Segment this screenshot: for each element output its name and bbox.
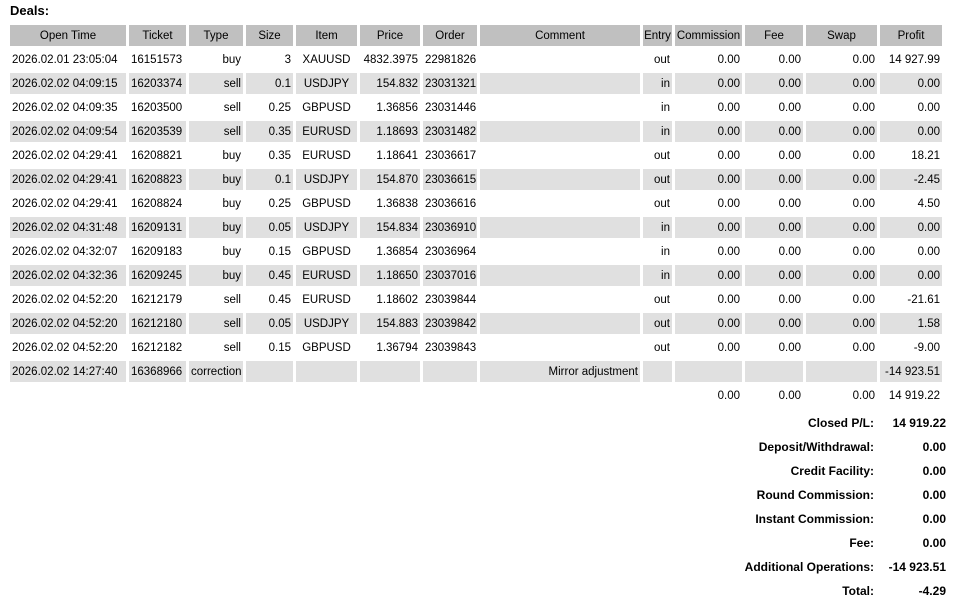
deal-row-cell-commission: 0.00 — [675, 73, 742, 94]
deal-row-cell-item: USDJPY — [296, 73, 357, 94]
deal-row-cell-order: 22981826 — [425, 53, 477, 66]
deal-row-cell-order: 23037016 — [423, 265, 477, 286]
deal-row-cell-entry: out — [654, 293, 670, 306]
deal-row-cell-order: 23039843 — [425, 341, 477, 354]
deal-row-cell-comment: Mirror adjustment — [480, 361, 640, 382]
deal-row-cell-swap: 0.00 — [852, 101, 875, 114]
deal-row-cell-price: 154.832 — [360, 73, 420, 94]
deal-row-cell-fee: 0.00 — [778, 53, 801, 66]
column-header-comment: Comment — [480, 25, 640, 46]
deal-row-cell-swap: 0.00 — [852, 293, 875, 306]
deal-row-cell-commission: 0.00 — [675, 265, 742, 286]
totals-row-cell-swap: 0.00 — [852, 389, 875, 402]
deal-row-cell-fee: 0.00 — [778, 197, 801, 210]
deal-row-cell-ticket: 16368966 — [129, 361, 186, 382]
deal-row-cell-item: XAUUSD — [302, 53, 351, 66]
deals-table-body — [10, 49, 942, 406]
deal-row-cell-profit: -14 923.51 — [880, 361, 942, 382]
deal-row-cell-commission: 0.00 — [675, 121, 742, 142]
deal-row-cell-item: EURUSD — [302, 149, 351, 162]
deal-row-cell-item: USDJPY — [296, 313, 357, 334]
deal-row-cell-fee: 0.00 — [745, 121, 803, 142]
deal-row — [10, 337, 942, 358]
deal-row-cell-swap: 0.00 — [806, 73, 877, 94]
deal-row-cell-comment — [480, 73, 640, 94]
deal-row-cell-comment — [480, 217, 640, 238]
deal-row-cell-profit: 0.00 — [917, 245, 940, 258]
deal-row-cell-size: 0.25 — [268, 197, 291, 210]
deal-row-cell-swap: 0.00 — [852, 53, 875, 66]
deal-row-cell-ticket: 16209245 — [129, 265, 186, 286]
deal-row-cell-comment — [480, 121, 640, 142]
deal-row-cell-price: 154.834 — [360, 217, 420, 238]
deal-row-cell-comment — [480, 145, 640, 166]
deal-row-cell-order: 23031482 — [423, 121, 477, 142]
summary-label: Total: — [842, 584, 874, 598]
deal-row-cell-order: 23036615 — [423, 169, 477, 190]
deal-row — [10, 313, 942, 334]
column-header-fee: Fee — [745, 25, 803, 46]
summary-row — [10, 579, 948, 603]
deal-row-cell-item: GBPUSD — [302, 101, 351, 114]
column-header-order: Order — [423, 25, 477, 46]
column-header-type: Type — [189, 25, 243, 46]
deal-row-cell-ticket: 16203500 — [131, 101, 183, 114]
deal-row-cell-entry — [643, 361, 672, 382]
deal-row-cell-swap — [806, 361, 877, 382]
deal-row-cell-type: buy — [189, 265, 243, 286]
deal-row-cell-open_time: 2026.02.02 04:09:54 — [10, 121, 126, 142]
deal-row — [10, 265, 942, 286]
summary-label: Closed P/L: — [807, 416, 874, 430]
deal-row-cell-commission: 0.00 — [717, 149, 740, 162]
deal-row-cell-open_time: 2026.02.02 04:29:41 — [12, 149, 118, 162]
deal-row-cell-entry: in — [661, 101, 670, 114]
deal-row-cell-open_time: 2026.02.02 04:52:20 — [12, 341, 118, 354]
deal-row-cell-type: sell — [223, 341, 241, 354]
deal-row-cell-swap: 0.00 — [852, 149, 875, 162]
deal-row-cell-item: EURUSD — [302, 293, 351, 306]
deal-row-cell-entry: out — [654, 341, 670, 354]
deal-row-cell-commission: 0.00 — [717, 245, 740, 258]
deal-row-cell-item — [296, 361, 357, 382]
deal-row-cell-profit: 0.00 — [880, 217, 942, 238]
deal-row-cell-comment — [480, 193, 640, 214]
deal-row-cell-ticket: 16208824 — [131, 197, 183, 210]
column-header-item: Item — [296, 25, 357, 46]
deal-row-cell-type: buy — [189, 169, 243, 190]
deal-row-cell-price: 1.18650 — [360, 265, 420, 286]
deal-row-cell-open_time: 2026.02.01 23:05:04 — [12, 53, 118, 66]
page-title: Deals: — [10, 3, 50, 18]
column-header-open_time: Open Time — [10, 25, 126, 46]
deal-row-cell-price: 1.18641 — [376, 149, 418, 162]
deal-row-cell-entry: out — [654, 53, 670, 66]
deal-row — [10, 169, 942, 190]
deal-row-cell-entry: in — [643, 121, 672, 142]
column-header-swap: Swap — [806, 25, 877, 46]
summary-label: Fee: — [849, 536, 874, 550]
deal-row-cell-entry: out — [643, 169, 672, 190]
deal-row-cell-size: 0.45 — [268, 293, 291, 306]
deal-row-cell-size: 0.35 — [246, 121, 293, 142]
summary-value: 0.00 — [922, 440, 946, 454]
deal-row-cell-fee: 0.00 — [745, 169, 803, 190]
deal-row-cell-price: 1.18602 — [376, 293, 418, 306]
deal-row-cell-profit: 14 927.99 — [888, 53, 940, 66]
deal-row-cell-comment — [480, 289, 640, 310]
deal-row-cell-comment — [480, 169, 640, 190]
deal-row-cell-commission: 0.00 — [717, 101, 740, 114]
deal-row-cell-comment — [480, 313, 640, 334]
deal-row-cell-item: EURUSD — [296, 121, 357, 142]
deal-row — [10, 145, 942, 166]
deal-row-cell-commission — [675, 361, 742, 382]
deal-row — [10, 73, 942, 94]
deal-row-cell-swap: 0.00 — [852, 341, 875, 354]
totals-row-cell-type — [189, 385, 243, 406]
deal-row-cell-order: 23036617 — [425, 149, 477, 162]
deal-row-cell-type: sell — [223, 293, 241, 306]
deal-row-cell-price: 4832.3975 — [363, 53, 418, 66]
deal-row-cell-profit: 0.00 — [917, 101, 940, 114]
summary-row — [10, 435, 948, 459]
deal-row — [10, 49, 942, 70]
deal-row-cell-comment — [480, 49, 640, 70]
summary-label: Round Commission: — [756, 488, 874, 502]
deal-row-cell-profit: -2.45 — [880, 169, 942, 190]
deal-row-cell-size: 0.1 — [246, 169, 293, 190]
deal-row-cell-size: 0.15 — [268, 341, 291, 354]
deal-row-cell-ticket: 16208823 — [129, 169, 186, 190]
totals-row-cell-profit: 14 919.22 — [888, 389, 940, 402]
deal-row-cell-order: 23031446 — [425, 101, 477, 114]
deal-row-cell-type: sell — [189, 121, 243, 142]
totals-row-cell-size — [246, 385, 293, 406]
deal-row-cell-entry: in — [643, 217, 672, 238]
summary-row — [10, 507, 948, 531]
deal-row-cell-comment — [480, 337, 640, 358]
summary-section — [10, 411, 948, 603]
deal-row-cell-ticket: 16151573 — [131, 53, 183, 66]
deal-row-cell-size: 0.15 — [268, 245, 291, 258]
deal-row-cell-entry: out — [654, 149, 670, 162]
column-header-entry: Entry — [643, 25, 672, 46]
deal-row-cell-swap: 0.00 — [806, 121, 877, 142]
deal-row-cell-profit: 18.21 — [911, 149, 940, 162]
deal-row-cell-entry: out — [654, 197, 670, 210]
summary-value: -14 923.51 — [888, 560, 946, 574]
column-header-size: Size — [246, 25, 293, 46]
deal-row-cell-profit: 0.00 — [880, 121, 942, 142]
deal-row-cell-order: 23036616 — [425, 197, 477, 210]
table-header-row — [10, 25, 942, 46]
deal-row-cell-fee: 0.00 — [745, 313, 803, 334]
deal-row-cell-price: 1.36794 — [376, 341, 418, 354]
deal-row-cell-commission: 0.00 — [675, 217, 742, 238]
deal-row-cell-type: buy — [189, 217, 243, 238]
totals-row-cell-order — [423, 385, 477, 406]
deals-table-head — [10, 25, 942, 46]
deal-row-cell-fee: 0.00 — [778, 293, 801, 306]
deal-row-cell-profit: 0.00 — [880, 73, 942, 94]
totals-row-cell-ticket — [129, 385, 186, 406]
deal-row-cell-ticket: 16209183 — [131, 245, 183, 258]
deal-row-cell-size: 0.1 — [246, 73, 293, 94]
summary-row — [10, 411, 948, 435]
deal-row — [10, 241, 942, 262]
summary-value: 0.00 — [922, 512, 946, 526]
deal-row-cell-commission: 0.00 — [717, 293, 740, 306]
deal-row-cell-item: GBPUSD — [302, 341, 351, 354]
totals-row-cell-fee: 0.00 — [778, 389, 801, 402]
deal-row-cell-fee: 0.00 — [745, 217, 803, 238]
deal-row-cell-item: GBPUSD — [302, 245, 351, 258]
deal-row-cell-order: 23039844 — [425, 293, 477, 306]
totals-row-cell-entry — [643, 385, 672, 406]
deal-row-cell-swap: 0.00 — [852, 197, 875, 210]
deal-row-cell-type: buy — [222, 197, 241, 210]
deals-table — [7, 22, 945, 409]
deal-row-cell-swap: 0.00 — [806, 169, 877, 190]
deal-row-cell-profit: -9.00 — [913, 341, 940, 354]
deal-row-cell-entry: in — [643, 265, 672, 286]
deal-row-cell-order: 23039842 — [423, 313, 477, 334]
totals-row-cell-open_time — [10, 385, 126, 406]
deal-row-cell-fee: 0.00 — [778, 101, 801, 114]
deal-row-cell-commission: 0.00 — [675, 313, 742, 334]
deal-row-cell-price: 1.36854 — [376, 245, 418, 258]
totals-row — [10, 385, 942, 406]
deal-row-cell-size: 0.35 — [268, 149, 291, 162]
deal-row-cell-fee: 0.00 — [778, 149, 801, 162]
totals-row-cell-price — [360, 385, 420, 406]
deal-row-cell-order: 23031321 — [423, 73, 477, 94]
deal-row-cell-type: sell — [189, 73, 243, 94]
deal-row-cell-comment — [480, 265, 640, 286]
deal-row-cell-type: sell — [223, 101, 241, 114]
deal-row-cell-profit: 4.50 — [917, 197, 940, 210]
deal-row-cell-open_time: 2026.02.02 04:31:48 — [10, 217, 126, 238]
deal-row-cell-ticket: 16203374 — [129, 73, 186, 94]
deal-row-cell-entry: out — [643, 313, 672, 334]
column-header-ticket: Ticket — [129, 25, 186, 46]
deal-row-cell-order: 23036964 — [425, 245, 477, 258]
deal-row-cell-item: EURUSD — [296, 265, 357, 286]
deal-row-cell-size: 0.05 — [246, 313, 293, 334]
summary-label: Deposit/Withdrawal: — [758, 440, 874, 454]
deal-row-cell-open_time: 2026.02.02 04:52:20 — [12, 293, 118, 306]
summary-value: 14 919.22 — [892, 416, 946, 430]
deal-row-cell-profit: 0.00 — [880, 265, 942, 286]
deal-row-cell-profit: -21.61 — [907, 293, 940, 306]
deal-row-cell-open_time: 2026.02.02 04:32:07 — [12, 245, 118, 258]
summary-value: 0.00 — [922, 464, 946, 478]
deal-row — [10, 121, 942, 142]
deal-row-cell-type: sell — [189, 313, 243, 334]
deal-row-cell-open_time: 2026.02.02 04:32:36 — [10, 265, 126, 286]
summary-label: Instant Commission: — [755, 512, 874, 526]
deal-row — [10, 289, 942, 310]
deal-row-cell-order — [423, 361, 477, 382]
deal-row-cell-comment — [480, 97, 640, 118]
column-header-price: Price — [360, 25, 420, 46]
deal-row-cell-entry: in — [661, 245, 670, 258]
deal-row-cell-open_time: 2026.02.02 04:09:35 — [12, 101, 118, 114]
deal-row-cell-swap: 0.00 — [806, 265, 877, 286]
deal-row-cell-fee: 0.00 — [745, 73, 803, 94]
deal-row-cell-commission: 0.00 — [717, 341, 740, 354]
deal-row-cell-open_time: 2026.02.02 04:29:41 — [12, 197, 118, 210]
deal-row-cell-price: 1.36838 — [376, 197, 418, 210]
summary-row — [10, 459, 948, 483]
summary-row — [10, 483, 948, 507]
totals-row-cell-item — [296, 385, 357, 406]
deal-row-cell-commission: 0.00 — [675, 169, 742, 190]
deal-row-cell-commission: 0.00 — [717, 53, 740, 66]
deal-row — [10, 217, 942, 238]
deal-row-cell-commission: 0.00 — [717, 197, 740, 210]
summary-row — [10, 531, 948, 555]
deal-row-cell-price — [360, 361, 420, 382]
deal-row-cell-entry: in — [643, 73, 672, 94]
deal-row-cell-type: buy — [222, 149, 241, 162]
deal-row — [10, 193, 942, 214]
deal-row-cell-swap: 0.00 — [852, 245, 875, 258]
deal-row-cell-size: 0.25 — [268, 101, 291, 114]
summary-value: 0.00 — [922, 536, 946, 550]
deal-row-cell-price: 154.883 — [360, 313, 420, 334]
column-header-profit: Profit — [880, 25, 942, 46]
deal-row-cell-type: correction — [189, 361, 243, 382]
deal-row-cell-open_time: 2026.02.02 04:09:15 — [10, 73, 126, 94]
deal-row-cell-size: 3 — [284, 53, 291, 66]
deal-row-cell-fee: 0.00 — [745, 265, 803, 286]
deal-row-cell-price: 1.36856 — [376, 101, 418, 114]
deal-row-cell-ticket: 16208821 — [131, 149, 183, 162]
deal-row-cell-size: 0.05 — [246, 217, 293, 238]
deal-row-cell-item: USDJPY — [296, 217, 357, 238]
deal-row-cell-price: 1.18693 — [360, 121, 420, 142]
deal-row-cell-ticket: 16209131 — [129, 217, 186, 238]
deal-row-cell-ticket: 16212179 — [131, 293, 183, 306]
deal-row-cell-ticket: 16212182 — [131, 341, 183, 354]
deal-row-cell-size: 0.45 — [246, 265, 293, 286]
deal-row-cell-order: 23036910 — [423, 217, 477, 238]
summary-value: -4.29 — [918, 584, 946, 598]
deal-row-cell-comment — [480, 241, 640, 262]
deal-row-cell-size — [246, 361, 293, 382]
deal-row-cell-fee: 0.00 — [778, 245, 801, 258]
deal-row-cell-swap: 0.00 — [806, 217, 877, 238]
deal-row-cell-fee — [745, 361, 803, 382]
deal-row-cell-swap: 0.00 — [806, 313, 877, 334]
summary-label: Credit Facility: — [790, 464, 874, 478]
column-header-commission: Commission — [675, 25, 742, 46]
deal-row-cell-profit: 1.58 — [880, 313, 942, 334]
summary-label: Additional Operations: — [744, 560, 874, 574]
deal-row-cell-price: 154.870 — [360, 169, 420, 190]
deal-row-cell-item: GBPUSD — [302, 197, 351, 210]
totals-row-cell-commission: 0.00 — [717, 389, 740, 402]
deal-row-cell-ticket: 16203539 — [129, 121, 186, 142]
deal-row — [10, 361, 942, 382]
deal-row-cell-type: buy — [222, 245, 241, 258]
deal-row-cell-fee: 0.00 — [778, 341, 801, 354]
totals-row-cell-comment — [480, 385, 640, 406]
deal-row-cell-ticket: 16212180 — [129, 313, 186, 334]
deal-row-cell-open_time: 2026.02.02 04:52:20 — [10, 313, 126, 334]
summary-row — [10, 555, 948, 579]
deal-row — [10, 97, 942, 118]
deal-row-cell-type: buy — [222, 53, 241, 66]
deal-row-cell-open_time: 2026.02.02 04:29:41 — [10, 169, 126, 190]
summary-value: 0.00 — [922, 488, 946, 502]
deal-row-cell-item: USDJPY — [296, 169, 357, 190]
deal-row-cell-open_time: 2026.02.02 14:27:40 — [10, 361, 126, 382]
